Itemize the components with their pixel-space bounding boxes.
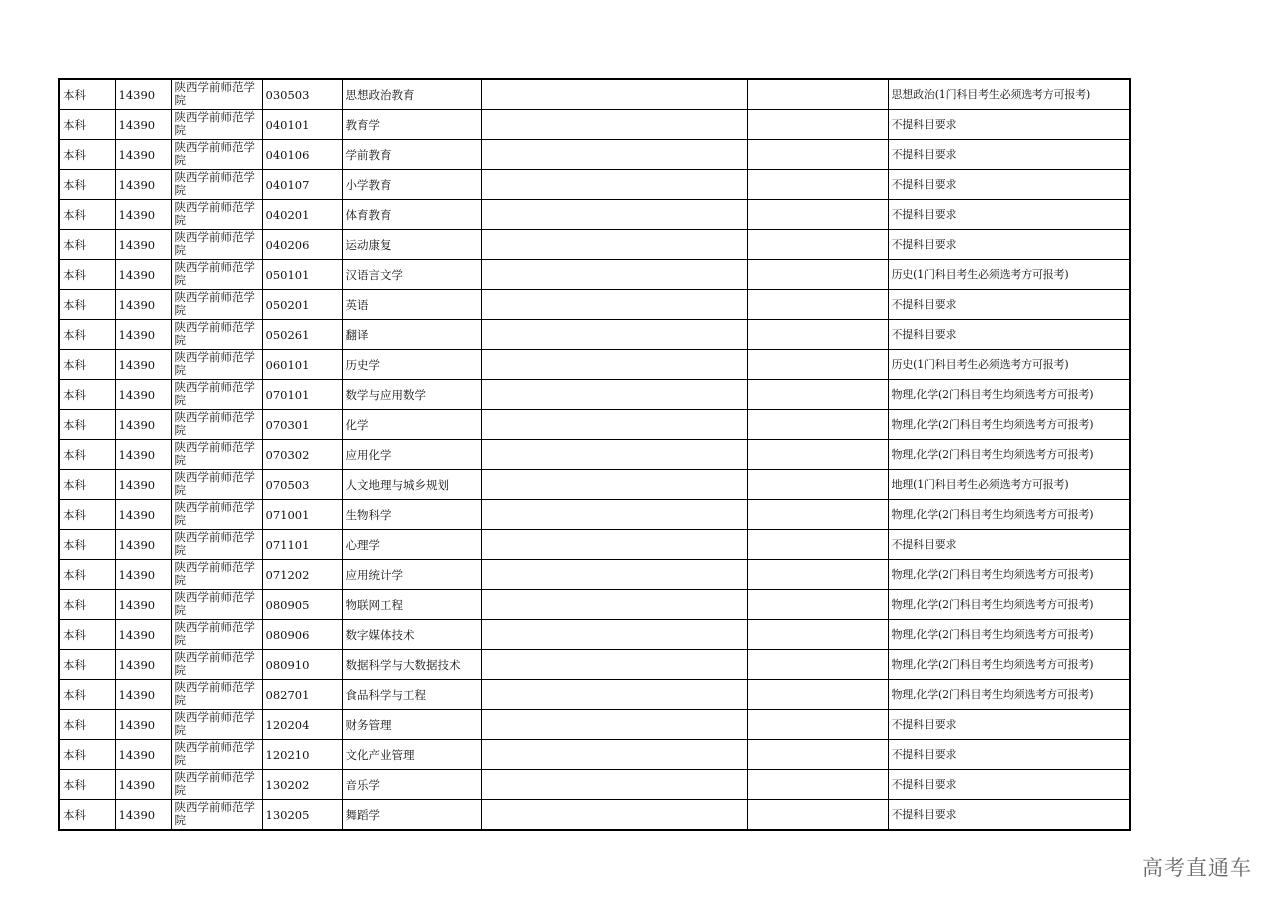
school-name-cell: 陕西学前师范学院: [171, 620, 262, 650]
level-cell: 本科: [59, 140, 115, 170]
school-code-cell: 14390: [115, 800, 171, 831]
table-body: [59, 79, 1130, 830]
major-code-cell: 120210: [262, 740, 342, 770]
table-row: [59, 740, 1130, 770]
major-code-cell: 080905: [262, 590, 342, 620]
empty-cell: [481, 200, 747, 230]
school-name-cell: 陕西学前师范学院: [171, 800, 262, 831]
table-row: [59, 79, 1130, 110]
empty-cell: [481, 740, 747, 770]
major-code-cell: 070503: [262, 470, 342, 500]
school-code-cell: 14390: [115, 530, 171, 560]
empty-cell: [747, 650, 888, 680]
major-name-cell: 应用化学: [342, 440, 481, 470]
empty-cell: [481, 680, 747, 710]
empty-cell: [747, 500, 888, 530]
table-row: [59, 800, 1130, 831]
level-cell: 本科: [59, 320, 115, 350]
empty-cell: [747, 230, 888, 260]
subject-requirement-cell: 不提科目要求: [888, 140, 1130, 170]
subject-requirement-cell: 历史(1门科目考生必须选考方可报考): [888, 350, 1130, 380]
school-name-cell: 陕西学前师范学院: [171, 470, 262, 500]
table-row: [59, 710, 1130, 740]
school-name-cell: 陕西学前师范学院: [171, 650, 262, 680]
empty-cell: [481, 290, 747, 320]
major-code-cell: 070302: [262, 440, 342, 470]
empty-cell: [481, 110, 747, 140]
major-name-cell: 翻译: [342, 320, 481, 350]
major-code-cell: 040101: [262, 110, 342, 140]
table-row: [59, 530, 1130, 560]
empty-cell: [747, 620, 888, 650]
table-row: [59, 170, 1130, 200]
empty-cell: [481, 350, 747, 380]
table-row: [59, 350, 1130, 380]
table-row: [59, 110, 1130, 140]
empty-cell: [747, 170, 888, 200]
empty-cell: [481, 560, 747, 590]
level-cell: 本科: [59, 800, 115, 831]
level-cell: 本科: [59, 79, 115, 110]
school-name-cell: 陕西学前师范学院: [171, 260, 262, 290]
subject-requirement-cell: 不提科目要求: [888, 170, 1130, 200]
subject-requirement-cell: 不提科目要求: [888, 770, 1130, 800]
level-cell: 本科: [59, 680, 115, 710]
level-cell: 本科: [59, 260, 115, 290]
level-cell: 本科: [59, 200, 115, 230]
level-cell: 本科: [59, 500, 115, 530]
level-cell: 本科: [59, 620, 115, 650]
level-cell: 本科: [59, 470, 115, 500]
empty-cell: [481, 440, 747, 470]
major-name-cell: 数学与应用数学: [342, 380, 481, 410]
major-name-cell: 汉语言文学: [342, 260, 481, 290]
school-name-cell: 陕西学前师范学院: [171, 350, 262, 380]
school-code-cell: 14390: [115, 560, 171, 590]
level-cell: 本科: [59, 170, 115, 200]
empty-cell: [481, 470, 747, 500]
school-code-cell: 14390: [115, 110, 171, 140]
school-name-cell: 陕西学前师范学院: [171, 770, 262, 800]
school-name-cell: 陕西学前师范学院: [171, 590, 262, 620]
school-code-cell: 14390: [115, 440, 171, 470]
major-code-cell: 071001: [262, 500, 342, 530]
school-code-cell: 14390: [115, 740, 171, 770]
school-code-cell: 14390: [115, 170, 171, 200]
school-code-cell: 14390: [115, 290, 171, 320]
school-code-cell: 14390: [115, 620, 171, 650]
table-row: [59, 440, 1130, 470]
empty-cell: [481, 140, 747, 170]
subject-requirement-cell: 物理,化学(2门科目考生均须选考方可报考): [888, 620, 1130, 650]
subject-requirement-cell: 地理(1门科目考生必须选考方可报考): [888, 470, 1130, 500]
table-row: [59, 260, 1130, 290]
major-code-cell: 040201: [262, 200, 342, 230]
major-code-cell: 071202: [262, 560, 342, 590]
level-cell: 本科: [59, 710, 115, 740]
major-name-cell: 思想政治教育: [342, 79, 481, 110]
table-row: [59, 140, 1130, 170]
school-name-cell: 陕西学前师范学院: [171, 320, 262, 350]
subject-requirement-cell: 物理,化学(2门科目考生均须选考方可报考): [888, 440, 1130, 470]
table-row: [59, 380, 1130, 410]
major-name-cell: 学前教育: [342, 140, 481, 170]
school-name-cell: 陕西学前师范学院: [171, 710, 262, 740]
subject-requirement-cell: 物理,化学(2门科目考生均须选考方可报考): [888, 650, 1130, 680]
empty-cell: [481, 170, 747, 200]
table-row: [59, 290, 1130, 320]
major-code-cell: 080910: [262, 650, 342, 680]
major-name-cell: 教育学: [342, 110, 481, 140]
requirements-table: [58, 78, 1131, 831]
empty-cell: [747, 410, 888, 440]
major-code-cell: 070301: [262, 410, 342, 440]
subject-requirement-cell: 不提科目要求: [888, 710, 1130, 740]
empty-cell: [481, 410, 747, 440]
empty-cell: [747, 380, 888, 410]
empty-cell: [481, 320, 747, 350]
school-code-cell: 14390: [115, 260, 171, 290]
school-name-cell: 陕西学前师范学院: [171, 500, 262, 530]
level-cell: 本科: [59, 530, 115, 560]
major-code-cell: 030503: [262, 79, 342, 110]
major-code-cell: 120204: [262, 710, 342, 740]
major-name-cell: 数字媒体技术: [342, 620, 481, 650]
level-cell: 本科: [59, 410, 115, 440]
school-code-cell: 14390: [115, 320, 171, 350]
empty-cell: [747, 440, 888, 470]
subject-requirement-cell: 不提科目要求: [888, 320, 1130, 350]
table-row: [59, 590, 1130, 620]
school-name-cell: 陕西学前师范学院: [171, 140, 262, 170]
school-code-cell: 14390: [115, 140, 171, 170]
school-name-cell: 陕西学前师范学院: [171, 740, 262, 770]
empty-cell: [747, 710, 888, 740]
school-code-cell: 14390: [115, 770, 171, 800]
table-row: [59, 650, 1130, 680]
school-code-cell: 14390: [115, 380, 171, 410]
subject-requirement-cell: 思想政治(1门科目考生必须选考方可报考): [888, 79, 1130, 110]
empty-cell: [481, 260, 747, 290]
subject-requirement-cell: 物理,化学(2门科目考生均须选考方可报考): [888, 410, 1130, 440]
major-code-cell: 050201: [262, 290, 342, 320]
empty-cell: [747, 290, 888, 320]
major-name-cell: 应用统计学: [342, 560, 481, 590]
empty-cell: [747, 680, 888, 710]
empty-cell: [747, 800, 888, 831]
empty-cell: [481, 500, 747, 530]
school-code-cell: 14390: [115, 710, 171, 740]
table-row: [59, 200, 1130, 230]
major-name-cell: 化学: [342, 410, 481, 440]
major-name-cell: 文化产业管理: [342, 740, 481, 770]
empty-cell: [481, 800, 747, 831]
major-name-cell: 音乐学: [342, 770, 481, 800]
table-row: [59, 500, 1130, 530]
major-name-cell: 食品科学与工程: [342, 680, 481, 710]
level-cell: 本科: [59, 110, 115, 140]
subject-requirement-cell: 不提科目要求: [888, 230, 1130, 260]
subject-requirement-cell: 物理,化学(2门科目考生均须选考方可报考): [888, 500, 1130, 530]
school-code-cell: 14390: [115, 650, 171, 680]
major-name-cell: 小学教育: [342, 170, 481, 200]
school-name-cell: 陕西学前师范学院: [171, 110, 262, 140]
level-cell: 本科: [59, 590, 115, 620]
table-row: [59, 470, 1130, 500]
level-cell: 本科: [59, 440, 115, 470]
empty-cell: [747, 470, 888, 500]
major-name-cell: 心理学: [342, 530, 481, 560]
table-row: [59, 620, 1130, 650]
school-code-cell: 14390: [115, 350, 171, 380]
school-name-cell: 陕西学前师范学院: [171, 530, 262, 560]
table-row: [59, 770, 1130, 800]
subject-requirement-cell: 不提科目要求: [888, 290, 1130, 320]
table-row: [59, 680, 1130, 710]
major-name-cell: 人文地理与城乡规划: [342, 470, 481, 500]
empty-cell: [481, 230, 747, 260]
major-name-cell: 舞蹈学: [342, 800, 481, 831]
empty-cell: [747, 590, 888, 620]
major-code-cell: 060101: [262, 350, 342, 380]
empty-cell: [481, 650, 747, 680]
major-name-cell: 运动康复: [342, 230, 481, 260]
school-name-cell: 陕西学前师范学院: [171, 290, 262, 320]
major-name-cell: 英语: [342, 290, 481, 320]
school-code-cell: 14390: [115, 590, 171, 620]
major-name-cell: 体育教育: [342, 200, 481, 230]
empty-cell: [747, 79, 888, 110]
major-code-cell: 050261: [262, 320, 342, 350]
school-code-cell: 14390: [115, 79, 171, 110]
empty-cell: [481, 710, 747, 740]
level-cell: 本科: [59, 740, 115, 770]
table-row: [59, 230, 1130, 260]
major-code-cell: 071101: [262, 530, 342, 560]
major-code-cell: 130205: [262, 800, 342, 831]
level-cell: 本科: [59, 560, 115, 590]
empty-cell: [481, 530, 747, 560]
school-code-cell: 14390: [115, 230, 171, 260]
empty-cell: [481, 620, 747, 650]
school-code-cell: 14390: [115, 410, 171, 440]
empty-cell: [481, 590, 747, 620]
major-name-cell: 历史学: [342, 350, 481, 380]
school-name-cell: 陕西学前师范学院: [171, 380, 262, 410]
subject-requirement-cell: 物理,化学(2门科目考生均须选考方可报考): [888, 380, 1130, 410]
level-cell: 本科: [59, 350, 115, 380]
subject-requirement-cell: 不提科目要求: [888, 200, 1130, 230]
level-cell: 本科: [59, 650, 115, 680]
empty-cell: [747, 530, 888, 560]
watermark-text: 高考直通车: [1142, 856, 1252, 880]
level-cell: 本科: [59, 230, 115, 260]
subject-requirement-cell: 不提科目要求: [888, 530, 1130, 560]
empty-cell: [747, 140, 888, 170]
table-row: [59, 410, 1130, 440]
school-name-cell: 陕西学前师范学院: [171, 230, 262, 260]
subject-requirement-cell: 物理,化学(2门科目考生均须选考方可报考): [888, 680, 1130, 710]
major-code-cell: 082701: [262, 680, 342, 710]
level-cell: 本科: [59, 290, 115, 320]
major-name-cell: 数据科学与大数据技术: [342, 650, 481, 680]
school-name-cell: 陕西学前师范学院: [171, 560, 262, 590]
empty-cell: [747, 560, 888, 590]
school-name-cell: 陕西学前师范学院: [171, 410, 262, 440]
major-code-cell: 040106: [262, 140, 342, 170]
major-code-cell: 080906: [262, 620, 342, 650]
empty-cell: [747, 320, 888, 350]
major-name-cell: 物联网工程: [342, 590, 481, 620]
empty-cell: [747, 260, 888, 290]
school-code-cell: 14390: [115, 680, 171, 710]
school-name-cell: 陕西学前师范学院: [171, 680, 262, 710]
subject-requirement-cell: 物理,化学(2门科目考生均须选考方可报考): [888, 560, 1130, 590]
school-code-cell: 14390: [115, 200, 171, 230]
major-name-cell: 财务管理: [342, 710, 481, 740]
table-row: [59, 320, 1130, 350]
school-code-cell: 14390: [115, 470, 171, 500]
school-code-cell: 14390: [115, 500, 171, 530]
level-cell: 本科: [59, 380, 115, 410]
school-name-cell: 陕西学前师范学院: [171, 200, 262, 230]
subject-requirement-cell: 不提科目要求: [888, 110, 1130, 140]
empty-cell: [481, 770, 747, 800]
school-name-cell: 陕西学前师范学院: [171, 440, 262, 470]
major-code-cell: 070101: [262, 380, 342, 410]
major-code-cell: 040206: [262, 230, 342, 260]
table-row: [59, 560, 1130, 590]
major-code-cell: 040107: [262, 170, 342, 200]
subject-requirement-cell: 物理,化学(2门科目考生均须选考方可报考): [888, 590, 1130, 620]
major-name-cell: 生物科学: [342, 500, 481, 530]
major-code-cell: 130202: [262, 770, 342, 800]
empty-cell: [747, 740, 888, 770]
subject-requirement-cell: 不提科目要求: [888, 800, 1130, 831]
major-code-cell: 050101: [262, 260, 342, 290]
empty-cell: [481, 380, 747, 410]
empty-cell: [747, 200, 888, 230]
school-name-cell: 陕西学前师范学院: [171, 79, 262, 110]
subject-requirement-cell: 不提科目要求: [888, 740, 1130, 770]
subject-requirement-cell: 历史(1门科目考生必须选考方可报考): [888, 260, 1130, 290]
empty-cell: [747, 110, 888, 140]
school-name-cell: 陕西学前师范学院: [171, 170, 262, 200]
level-cell: 本科: [59, 770, 115, 800]
empty-cell: [747, 350, 888, 380]
empty-cell: [481, 79, 747, 110]
empty-cell: [747, 770, 888, 800]
